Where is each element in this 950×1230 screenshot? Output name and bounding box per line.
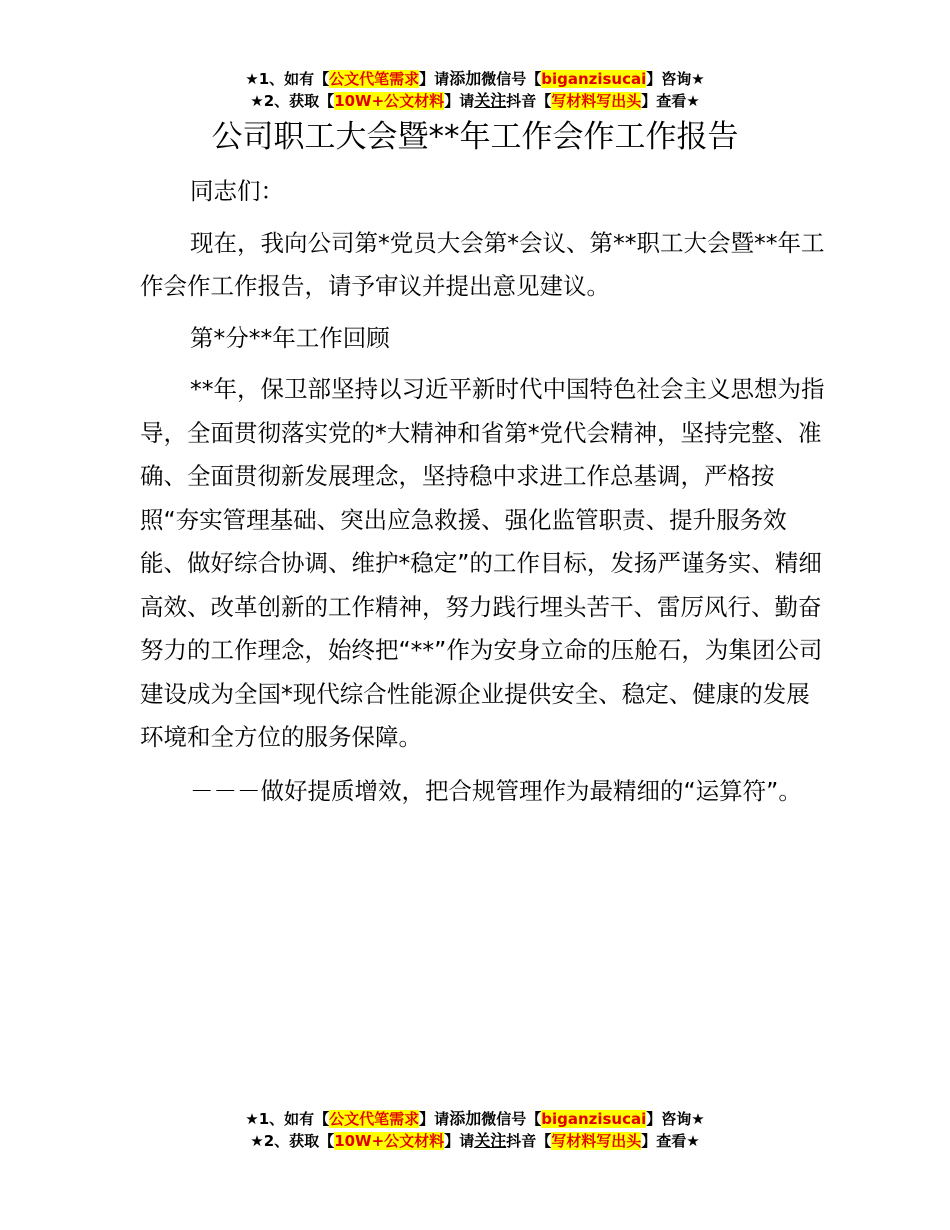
- banner-text: 】请: [419, 1110, 450, 1128]
- banner-text: 】咨询★: [646, 1110, 705, 1128]
- banner-text: ★2、获取【: [250, 1132, 335, 1150]
- header-banner: [0, 68, 950, 112]
- banner-text: 抖音【: [506, 92, 552, 110]
- banner-text: 】咨询★: [646, 70, 705, 88]
- banner-text: 】请: [419, 70, 450, 88]
- highlight-douyin: 写材料写出头: [551, 1132, 642, 1150]
- highlight-wechat-id: biganzisucai: [541, 70, 647, 88]
- highlight-service: 公文代笔需求: [329, 70, 420, 88]
- banner-line-1: [0, 68, 950, 90]
- document-title: 公司职工大会暨**年工作会作工作报告: [211, 119, 739, 155]
- banner-emphasis: 关注: [474, 1131, 507, 1150]
- document-body: [140, 170, 830, 813]
- banner-line-2: [0, 90, 950, 112]
- highlight-service: 公文代笔需求: [329, 1110, 420, 1128]
- paragraph-intro: 现在，我向公司第*党员大会第*会议、第**职工大会暨**年工作会作工作报告，请予审议并提出意见建议。: [140, 228, 825, 300]
- section-heading: 第*分**年工作回顾: [190, 323, 390, 352]
- highlight-materials: 10W+公文材料: [334, 1132, 445, 1150]
- banner-text: 】查看★: [641, 1132, 700, 1150]
- banner-line-1: [0, 1108, 950, 1130]
- paragraph-subheading: －－－做好提质增效，把合规管理作为最精细的“运算符”。: [190, 776, 802, 805]
- salutation: 同志们：: [190, 177, 284, 205]
- highlight-materials: 10W+公文材料: [334, 92, 445, 110]
- banner-emphasis: 关注: [474, 91, 507, 110]
- highlight-douyin: 写材料写出头: [551, 92, 642, 110]
- banner-text: ★1、如有【: [245, 1110, 330, 1128]
- banner-text: 】请: [444, 1132, 475, 1150]
- banner-text: 微信号【: [481, 70, 542, 88]
- highlight-wechat-id: biganzisucai: [541, 1110, 647, 1128]
- banner-text: 】请: [444, 92, 475, 110]
- banner-text: 微信号【: [481, 1110, 542, 1128]
- banner-text: ★2、获取【: [250, 92, 335, 110]
- banner-text: 】查看★: [641, 92, 700, 110]
- banner-text: 抖音【: [506, 1132, 552, 1150]
- banner-emphasis: 添加: [449, 1109, 482, 1128]
- banner-line-2: [0, 1130, 950, 1152]
- banner-text: ★1、如有【: [245, 70, 330, 88]
- banner-emphasis: 添加: [449, 69, 482, 88]
- paragraph-review: **年，保卫部坚持以习近平新时代中国特色社会主义思想为指导，全面贯彻落实党的*大精神和省第*党代会精神，坚持完整、准确、全面贯彻新发展理念，坚持稳中求进工作总基调，严格按照“夯实管理基础、突出应急救援、强化监管职责、提升服务效能、做好综合协调、维护*稳定”的工作目标，发扬严谨务实、精细高效、改革创新的工作精神，努力践行埋头苦干、雷厉风行、勤奋努力的工作理念，始终把“**”作为安身立命的压舱石，为集团公司建设成为全国*现代综合性能源企业提供安全、稳定、健康的发展环境和全方位的服务保障。: [140, 375, 825, 751]
- footer-banner: [0, 1108, 950, 1152]
